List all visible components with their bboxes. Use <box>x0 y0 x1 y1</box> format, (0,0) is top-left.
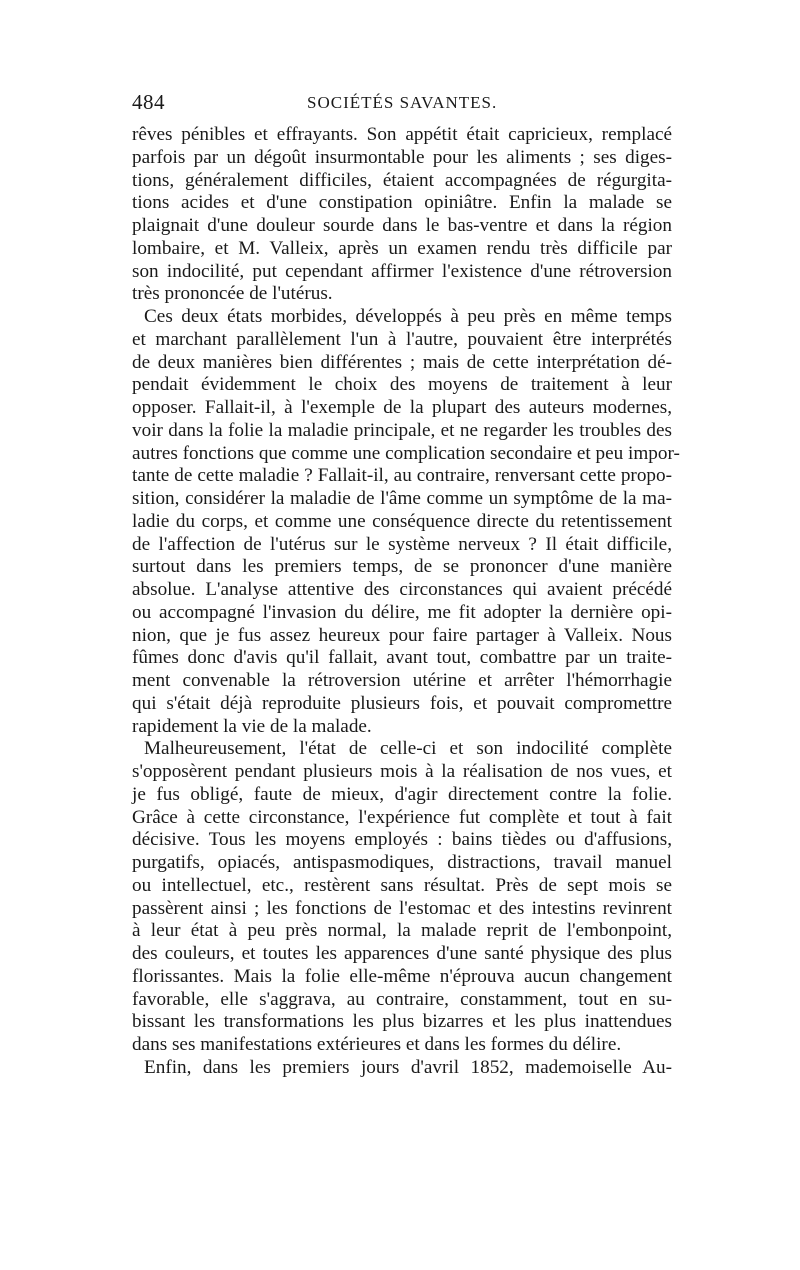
text-line: décisive. Tous les moyens employés : bains tièdes ou d'affusions, <box>132 829 672 851</box>
page-number: 484 <box>132 90 165 114</box>
text-line: tions, généralement difficiles, étaient accompagnées de régurgita- <box>132 169 672 191</box>
text-line: fûmes donc d'avis qu'il fallait, avant tout, combattre par un traite- <box>132 647 672 669</box>
text-line: bissant les transformations les plus bizarres et les plus inattendues <box>132 1011 672 1033</box>
text-line: ou intellectuel, etc., restèrent sans résultat. Près de sept mois se <box>132 874 672 896</box>
text-line: absolue. L'analyse attentive des circonstances qui avaient précédé <box>132 579 672 600</box>
text-line: dans ses manifestations extérieures et dans les formes du délire. <box>132 1034 622 1055</box>
text-line: s'opposèrent pendant plusieurs mois à la réalisation de nos vues, et <box>132 761 672 782</box>
text-line: florissantes. Mais la folie elle-même n'éprouva aucun changement <box>132 965 672 987</box>
text-line: Enfin, dans les premiers jours d'avril 1852, mademoiselle Au- <box>144 1056 672 1078</box>
text-line: pendait évidemment le choix des moyens de traitement à leur <box>132 374 672 396</box>
text-line: plaignait d'une douleur sourde dans le bas-ventre et dans la région <box>132 215 672 236</box>
text-line: et marchant parallèlement l'un à l'autre, pouvaient être interprétés <box>132 328 672 350</box>
text-line: Malheureusement, l'état de celle-ci et son indocilité complète <box>144 738 672 760</box>
text-line: passèrent ainsi ; les fonctions de l'estomac et des intestins revinrent <box>132 897 672 919</box>
text-line: voir dans la folie la maladie principale, et ne regarder les troubles des <box>132 419 672 441</box>
text-line: de l'affection de l'utérus sur le système nerveux ? Il était difficile, <box>132 533 672 555</box>
text-line: autres fonctions que comme une complication secondaire et peu impor- <box>132 442 680 464</box>
text-line: à leur état à peu près normal, la malade reprit de l'embonpoint, <box>132 920 672 942</box>
text-line: Ces deux états morbides, développés à peu près en même temps <box>144 306 672 327</box>
running-head <box>132 90 672 120</box>
text-line: nion, que je fus assez heureux pour faire partager à Valleix. Nous <box>132 624 672 646</box>
text-line: rapidement la vie de la malade. <box>132 715 372 737</box>
running-title: SOCIÉTÉS SAVANTES. <box>307 93 498 112</box>
text-line: très prononcée de l'utérus. <box>132 283 333 305</box>
paragraph <box>132 124 672 306</box>
paragraph <box>132 306 680 738</box>
text-line: opposer. Fallait-il, à l'exemple de la plupart des auteurs modernes, <box>132 397 672 418</box>
text-line: tante de cette maladie ? Fallait-il, au contraire, renversant cette propo- <box>132 465 672 487</box>
text-line: ment convenable la rétroversion utérine et arrêter l'hémorrhagie <box>132 670 672 691</box>
text-line: favorable, elle s'aggrava, au contraire, constamment, tout en su- <box>132 988 672 1010</box>
text-line: ladie du corps, et comme une conséquence directe du retentissement <box>132 510 672 532</box>
paragraph <box>132 738 672 1057</box>
text-line: lombaire, et M. Valleix, après un examen rendu très difficile par <box>132 237 672 259</box>
text-line: son indocilité, put cependant affirmer l'existence d'une rétroversion <box>132 260 672 282</box>
text-line: de deux manières bien différentes ; mais de cette interprétation dé- <box>132 351 672 373</box>
text-line: sition, considérer la maladie de l'âme comme un symptôme de la ma- <box>132 488 672 509</box>
text-line: surtout dans les premiers temps, de se prononcer d'une manière <box>132 556 672 578</box>
text-line: ou accompagné l'invasion du délire, me fit adopter la dernière opi- <box>132 601 672 623</box>
text-line: purgatifs, opiacés, antispasmodiques, distractions, travail manuel <box>132 852 672 873</box>
text-line: qui s'était déjà reproduite plusieurs fois, et pouvait compromettre <box>132 692 672 714</box>
text-line: Grâce à cette circonstance, l'expérience fut complète et tout à fait <box>132 806 672 828</box>
text-line: parfois par un dégoût insurmontable pour les aliments ; ses diges- <box>132 146 672 168</box>
text-line: rêves pénibles et effrayants. Son appétit était capricieux, remplacé <box>132 124 672 145</box>
paragraph <box>132 1057 672 1080</box>
text-line: je fus obligé, faute de mieux, d'agir directement contre la folie. <box>132 783 672 805</box>
text-line: des couleurs, et toutes les apparences d'une santé physique des plus <box>132 943 672 964</box>
body-text <box>132 124 680 1080</box>
text-line: tions acides et d'une constipation opiniâtre. Enfin la malade se <box>132 192 672 214</box>
